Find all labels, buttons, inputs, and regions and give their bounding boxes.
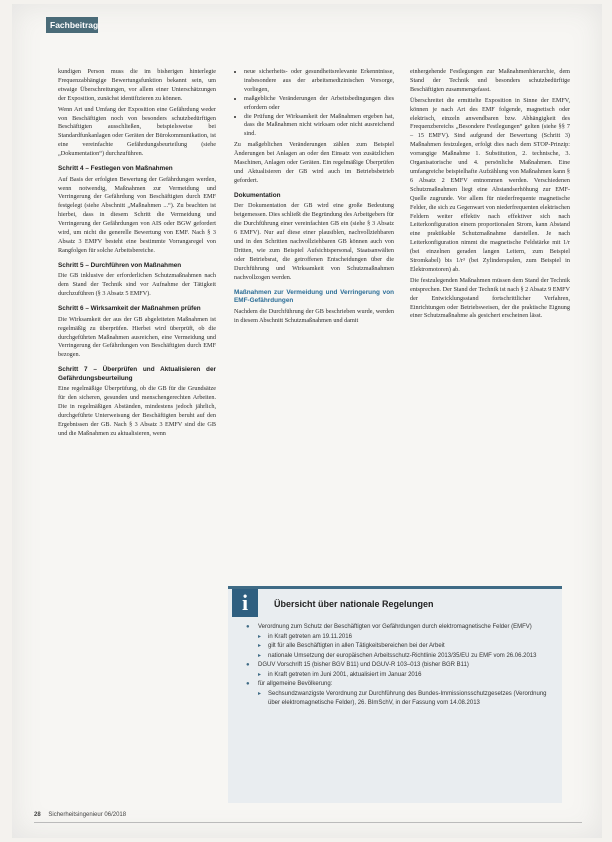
paragraph: Die festzulegenden Maßnahmen müssen dem Stand der Technik entsprechen. Der Stand der Technik ist nach § 2 Absatz 9 EMFV der Entwicklungsstand fortschrittlicher Verfahren, Einrichtungen oder Betriebsweisen, der die praktische Eignung einer Schutzmaßnahme als gesichert erscheinen lässt.: [410, 276, 570, 320]
column-2: [234, 68, 394, 328]
heading-documentation: Dokumentation: [234, 191, 281, 199]
heading-step-5: Schritt 5 – Durchführen von Maßnahmen: [58, 261, 182, 269]
column-3: [410, 68, 570, 323]
list-item: • maßgebliche Veränderungen der Arbeitsbedingungen dies erfordern oder: [244, 95, 394, 113]
footer-rule: [34, 822, 582, 823]
list-item: ● DGUV Vorschrift 15 (bisher BGV B11) und DGUV-R 103–013 (bisher BGR B11): [246, 661, 554, 669]
publication-name: Sicherheitsingenieur 06/2018: [48, 812, 127, 818]
paragraph: Wenn Art und Umfang der Exposition eine Gefährdung weder von Beschäftigten noch von besonders schutzbedürftigen Beschäftigten ausschließen, beispielsweise bei Standardfunkanlagen oder Geräten der Bürokommunikation, ist eine vereinfachte Gefährdungsbeurteilung (siehe „Dokumentation“) durchzuführen.: [58, 105, 216, 158]
bullet-list: [234, 68, 394, 139]
column-1: [58, 68, 216, 441]
paragraph: Nachdem die Durchführung der GB beschrieben wurde, werden in diesem Abschnitt Schutzmaßnahmen und damit: [234, 307, 394, 324]
info-box: [228, 586, 562, 803]
sub-list-item: ▸ nationale Umsetzung der europäischen Arbeitsschutz-Richtlinie 2013/35/EU zu EMF vom 26.06.2013: [246, 652, 554, 660]
paragraph: Auf Basis der erfolgten Bewertung der Gefährdungen werden, wenn notwendig, Maßnahmen zur Vermeidung und Verringerung der Gefährdung von Beschäftigten durch EMF festgelegt (siehe Abschnitt „Maßnahmen ...“). Zu beachten ist hierbei, dass in diesem Schritt die Vermeidung und Verringerung der Gefährdungen von AIS oder BGW gefordert wird, um nicht die generelle Bewertung von EMF. Nach § 3 Absatz 3 EMFV besteht eine bestimmte Vorrangsregel von Rangfolgen für solche Arbeitsbereiche.: [58, 175, 216, 254]
paragraph: Die GB inklusive der erforderlichen Schutzmaßnahmen nach dem Stand der Technik sind vor Aufnahme der Tätigkeit durchzuführen (§ 3 Absatz 5 EMFV).: [58, 272, 216, 298]
paragraph: Der Dokumentation der GB wird eine große Bedeutung beigemessen. Dies schließt die Begründung des Arbeitgebers für die Durchführung einer vereinfachten GB ein (siehe § 3 Absatz 6 EMFV). Nur auf diese einer plausiblen, nachvollziehbaren und in den Schritten nachvollziehbaren GB können auch von Dritten, wie zum Beispiel Aufsichtspersonal, Staatsanwälten oder Betriebsrat, die getroffenen Entscheidungen über die Durchführung und Wirksamkeit von Schutzmaßnahmen nachvollzogen werden.: [234, 202, 394, 281]
section-tag: Fachbeitrag: [46, 17, 98, 33]
sub-list-item: ▸ in Kraft getreten am 19.11.2016: [246, 633, 554, 641]
paragraph: kundigen Person muss die im bisherigen hinterlegte Frequenzabhängige Bewertungsfunktion bekannt sein, um etwaige Überschreitungen, vor allem einer Unterschätzungen der Exposition, zunächst identifizieren zu können.: [58, 68, 216, 102]
heading-measures: Maßnahmen zur Vermeidung und Verringerung von EMF-Gefährdungen: [234, 288, 394, 305]
paragraph: Die Wirksamkeit der aus der GB abgeleiteten Maßnahmen ist regelmäßig zu überprüfen. Hierbei wird überprüft, ob die durchgeführten Maßnahmen ausreichen, eine Vermeidung und Verringerung der Gefährdungen von Beschäftigten durch EMF bezogen.: [58, 315, 216, 359]
info-box-list: [246, 623, 554, 708]
paragraph: Zu maßgeblichen Veränderungen zählen zum Beispiel Änderungen bei Anlagen an oder den Einsatz von zusätzlichen Maschinen, Anlagen oder Geräten. Ein regelmäßige Überprüfen und Aktualisieren der GB wird auch im Betriebsbetrieb gefordert.: [234, 141, 394, 184]
heading-step-6: Schritt 6 – Wirksamkeit der Maßnahmen prüfen: [58, 305, 201, 313]
heading-step-4: Schritt 4 – Festlegen von Maßnahmen: [58, 165, 173, 173]
page-number: 28: [34, 812, 41, 818]
info-icon: i: [232, 589, 258, 617]
info-box-title: Übersicht über nationale Regelungen: [274, 599, 434, 609]
list-item: ● Verordnung zum Schutz der Beschäftigten vor Gefährdungen durch elektromagnetische Felder (EMFV): [246, 623, 554, 631]
list-item: • neue sicherheits- oder gesundheitsrelevante Erkenntnisse, insbesondere aus der arbeitsmedizinischen Vorsorge, vorliegen,: [244, 68, 394, 95]
sub-list-item: ▸ gilt für alle Beschäftigten in allen Tätigkeitsbereichen bei der Arbeit: [246, 642, 554, 650]
list-item: ● für allgemeine Bevölkerung:: [246, 680, 554, 688]
heading-step-7: Schritt 7 – Überprüfen und Aktualisieren der Gefährdungsbeurteilung: [58, 366, 216, 382]
sub-list-item: ▸ Sechsundzwanzigste Verordnung zur Durchführung des Bundes-Immissionsschutzgesetzes (Verordnung über elektromagnetische Felder), 26. BImSchV, in der Fassung vom 14.08.2013: [246, 690, 554, 706]
footer: [34, 812, 126, 818]
paragraph: Überschreitet die ermittelte Exposition in Sinne der EMFV, können je nach Art des EMF folgende, magnetisch oder elektrisch, einzeln anwendbaren bzw. Abhängigkeit des Frequenzbereichs „Besondere Festlegungen“ gelten (siehe §§ 7 – 15 EMFV). Sind aufgrund der Bewertung (Schritt 3) Maßnahmen festzulegen, erfolgt dies nach dem STOP-Prinzip: vorrangige Maßnahme 1. Substitution, 2. technische, 3. Organisatorische und 4. persönliche Maßnahmen. Eine umfangreiche beispielhafte Aufzählung von Maßnahmen kann § 6 Absatz 2 EMFV entnommen werden. Verschiedenen Schutzmaßnahmen liegt eine Abstandserhöhung zur EMF-Quelle zugrunde. Vor allem für niederfrequente magnetische Felder, die sich zu Gegenwart von niederfrequenten elektrischen Feldern weiter effektiv nach effektiver sich nach Leiterkonfiguration einem proportionalen Strom, kann Abstand eine praktikable Schutzmaßnahme darstellen. Je nach Leiterkonfiguration nimmt die magnetische Feldstärke mit 1/r (bei einzelnen geraden langen Leitern, zum Beispiel Stromkabel) bis 1/r³ (bei Zylinderspulen, zum Beispiel in Elektromotoren) ab.: [410, 96, 570, 273]
paragraph: einhergehende Festlegungen zur Maßnahmenhierarchie, dem Stand der Technik und besonders schutzbedürftige Beschäftigten zusammengefasst.: [410, 68, 570, 93]
paragraph: Eine regelmäßige Überprüfung, ob die GB für die Grundsätze für den sicheren, gesunden und menschengerechten Arbeiten. Die in regelmäßigen Abständen, mindestens jedoch jährlich, durchgeführte Unterweisung der Beschäftigten beruht auf den Ergebnissen der GB. Nach § 3 Absatz 3 EMFV sind die GB und die Maßnahmen zu aktualisieren, wenn: [58, 385, 216, 437]
sub-list-item: ▸ in Kraft getreten im Juni 2001, aktualisiert im Januar 2016: [246, 671, 554, 679]
list-item: • die Prüfung der Wirksamkeit der Maßnahmen ergeben hat, dass die Maßnahmen nicht wirksam oder nicht ausreichend sind.: [244, 113, 394, 140]
